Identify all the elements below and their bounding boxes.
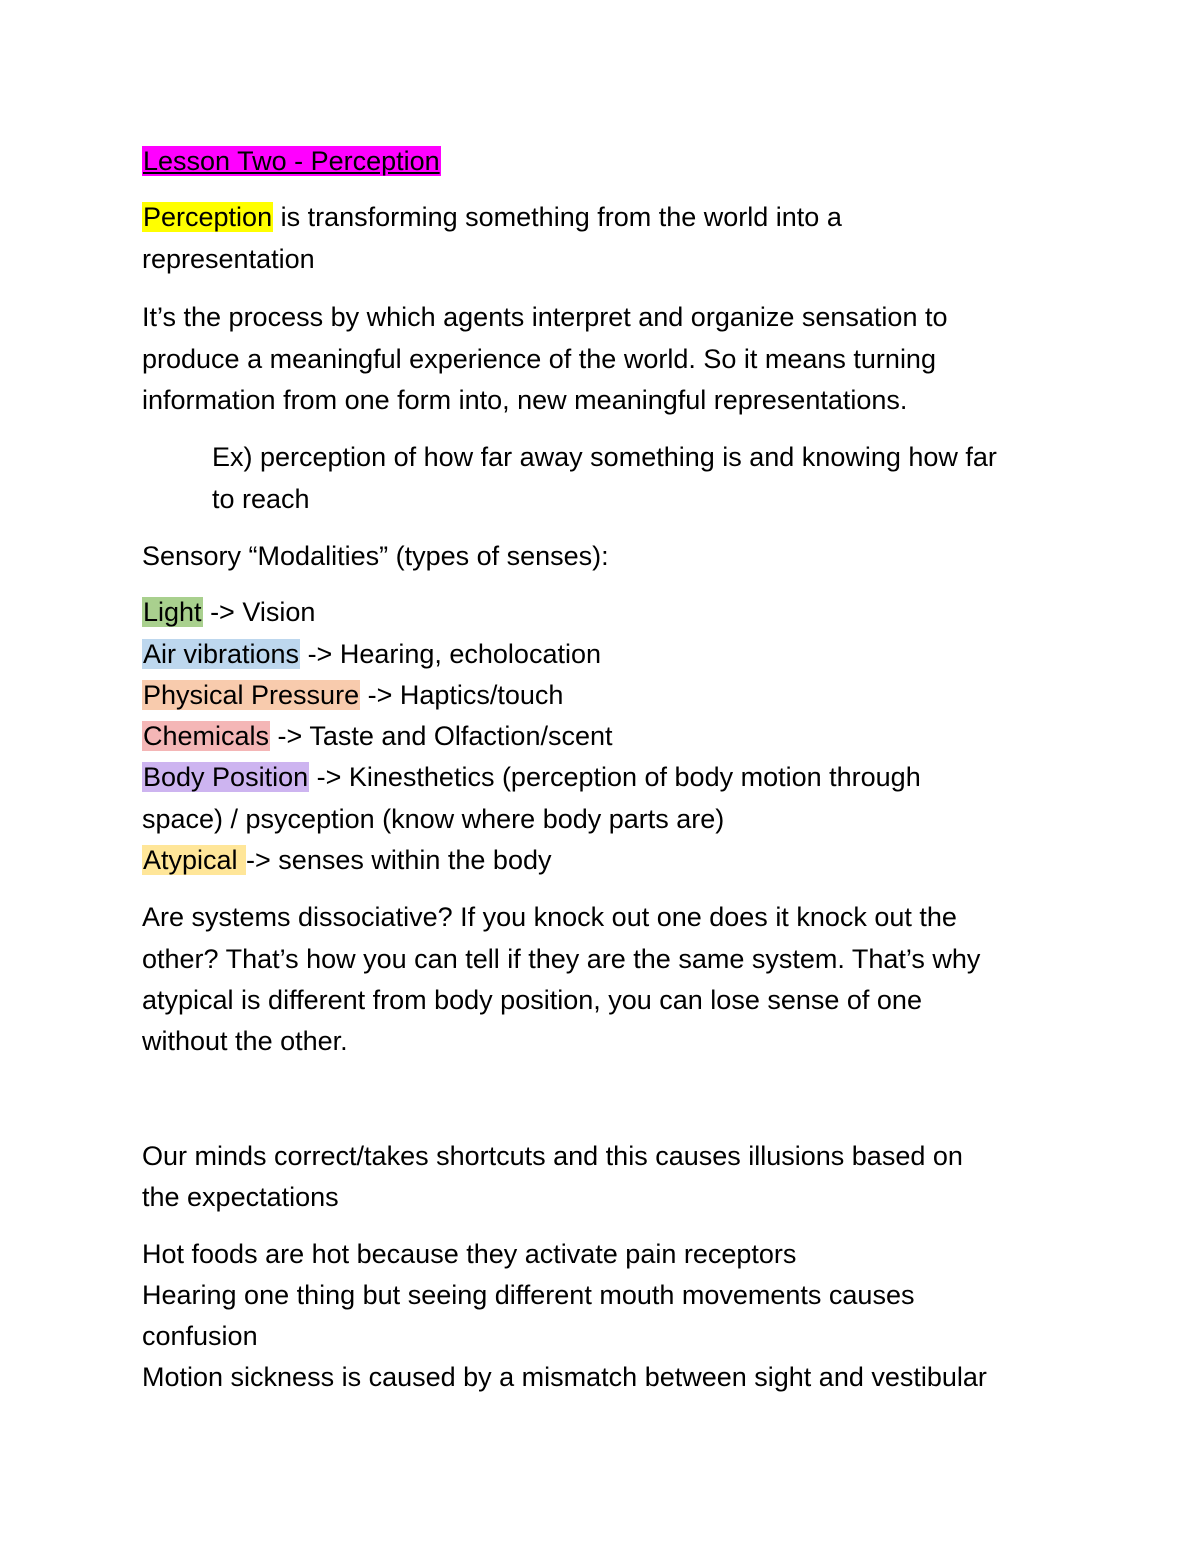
definition-line-2: representation [142,244,315,274]
definition-line-1 [142,200,842,234]
modality-desc: -> Haptics/touch [360,680,564,710]
modality-chemicals [142,719,613,753]
illusions-line-2: the expectations [142,1182,339,1212]
modality-physical-pressure [142,678,563,712]
perception-term-highlight: Perception [143,202,273,232]
modality-atypical [142,843,551,877]
modality-body-position [142,760,921,794]
modality-term-highlight: Atypical [143,845,246,875]
modality-desc: -> Kinesthetics (perception of body motion through [309,762,921,792]
definition-text: is transforming something from the world into a [273,202,842,232]
dissociative-line-4: without the other. [142,1026,348,1056]
modality-desc: -> Taste and Olfaction/scent [270,721,613,751]
process-line-1: It’s the process by which agents interpret and organize sensation to [142,302,948,332]
modality-air-vibrations [142,637,601,671]
example-item-hearing-continued: confusion [142,1321,258,1351]
title-highlight: Lesson Two - Perception [143,146,440,176]
modality-desc: -> Vision [202,597,316,627]
page-title [142,144,441,178]
illusions-line-1: Our minds correct/takes shortcuts and this causes illusions based on [142,1141,963,1171]
dissociative-line-2: other? That’s how you can tell if they are the same system. That’s why [142,944,981,974]
process-line-2: produce a meaningful experience of the world. So it means turning [142,344,936,374]
modality-light [142,595,315,629]
dissociative-line-1: Are systems dissociative? If you knock out one does it knock out the [142,902,957,932]
example-line-1: Ex) perception of how far away something is and knowing how far [212,442,997,472]
process-line-3: information from one form into, new meaningful representations. [142,385,908,415]
modality-term-highlight: Air vibrations [143,639,300,669]
example-item-motion-sickness: Motion sickness is caused by a mismatch between sight and vestibular [142,1362,987,1392]
modality-term-highlight: Body Position [143,762,309,792]
modality-desc: -> Hearing, echolocation [300,639,601,669]
modality-body-position-continued: space) / psyception (know where body parts are) [142,804,725,834]
modalities-heading: Sensory “Modalities” (types of senses): [142,541,609,571]
example-line-2: to reach [212,484,310,514]
modality-term-highlight: Chemicals [143,721,270,751]
example-item-hearing: Hearing one thing but seeing different mouth movements causes [142,1280,915,1310]
modality-desc: -> senses within the body [246,845,552,875]
modality-term-highlight: Physical Pressure [143,680,360,710]
dissociative-line-3: atypical is different from body position, you can lose sense of one [142,985,922,1015]
modality-term-highlight: Light [143,597,202,627]
example-item-hot-foods: Hot foods are hot because they activate pain receptors [142,1239,797,1269]
